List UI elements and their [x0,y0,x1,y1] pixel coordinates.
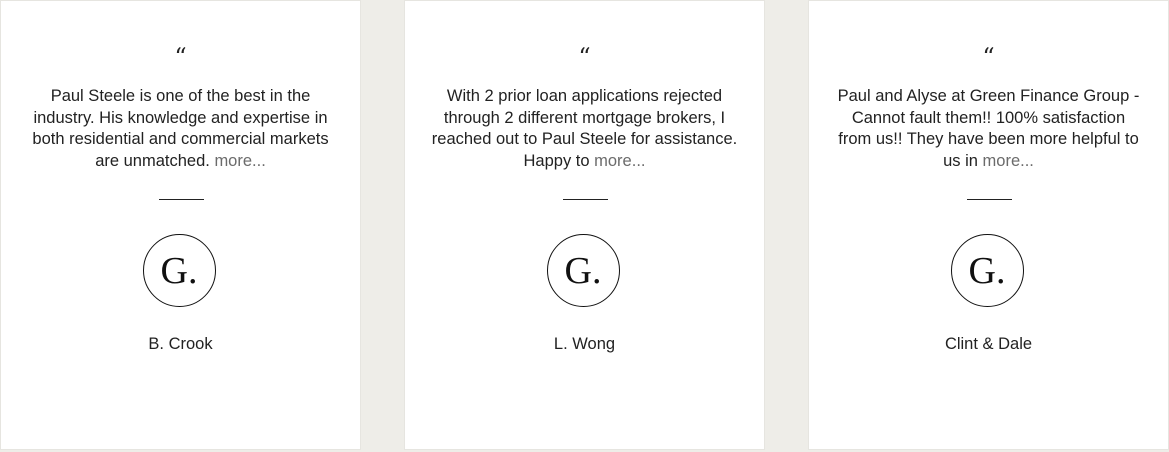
testimonial-text [835,86,1142,172]
more-link[interactable]: more... [594,151,646,170]
quote-mark-icon: “ [982,43,995,71]
quote-mark-icon: “ [578,43,591,71]
divider [563,199,608,200]
testimonial-author: B. Crook [148,335,213,353]
testimonial-excerpt: With 2 prior loan applications rejected through 2 different mortgage brokers, I reached out to Paul Steele for assistance. Happy to [431,87,738,170]
testimonial-text [431,86,738,172]
more-link[interactable]: more... [214,151,266,170]
google-g-logo-icon: G. [143,234,216,307]
testimonial-card [0,0,361,450]
testimonial-excerpt: Paul and Alyse at Green Finance Group - Cannot fault them!! 100% satisfaction from us!! They have been more helpful to us in [837,87,1140,170]
divider [159,199,204,200]
google-g-logo-icon: G. [547,234,620,307]
testimonial-card [808,0,1169,450]
testimonial-excerpt: Paul Steele is one of the best in the industry. His knowledge and expertise in both residential and commercial markets are unmatched. [32,87,329,170]
more-link[interactable]: more... [982,151,1034,170]
testimonial-author: Clint & Dale [944,335,1033,353]
testimonial-author: L. Wong [553,335,616,353]
quote-mark-icon: “ [174,43,187,71]
google-g-logo-icon: G. [951,234,1024,307]
divider [967,199,1012,200]
testimonial-text [27,86,334,172]
testimonial-card [404,0,765,450]
